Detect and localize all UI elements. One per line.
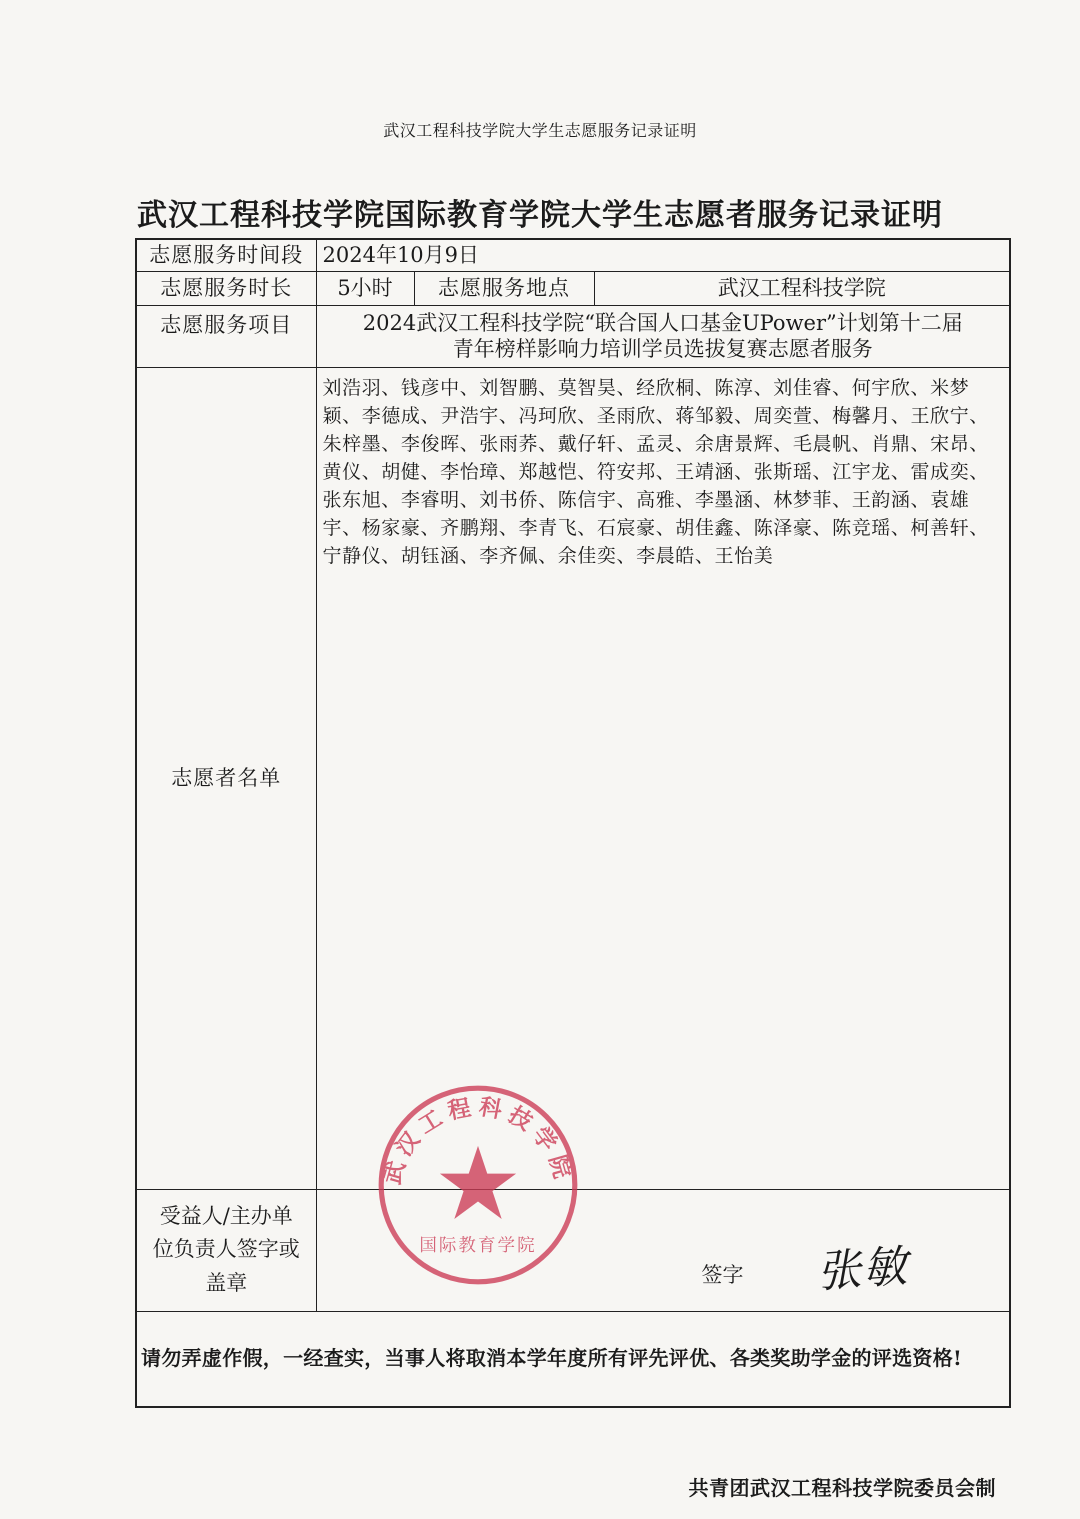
project-label: 志愿服务项目 — [136, 305, 316, 367]
names-row — [136, 367, 1010, 1189]
period-label: 志愿服务时间段 — [136, 239, 316, 271]
signature-label-line-2: 位负责人签字或 — [152, 1237, 300, 1262]
warning-text: 请勿弄虚作假，一经查实，当事人将取消本学年度所有评先评优、各类奖助学金的评选资格! — [136, 1311, 1010, 1407]
names-label: 志愿者名单 — [136, 367, 316, 1189]
handwritten-signature: 张敏 — [814, 1240, 911, 1298]
location-label: 志愿服务地点 — [414, 271, 594, 305]
project-value-line-2: 青年榜样影响力培训学员选拔复赛志愿者服务 — [452, 337, 873, 361]
duration-row — [136, 271, 1010, 305]
signature-area — [316, 1189, 1010, 1311]
svg-text:国际教育学院: 国际教育学院 — [419, 1235, 537, 1256]
document-title: 武汉工程科技学院国际教育学院大学生志愿者服务记录证明 — [137, 198, 943, 233]
period-value: 2024年10月9日 — [316, 239, 1010, 271]
signature-label-line-1: 受益人/主办单 — [159, 1203, 293, 1228]
signature-row — [136, 1189, 1010, 1311]
project-value — [316, 305, 1010, 367]
record-table — [135, 238, 1011, 1408]
signature-label — [136, 1189, 316, 1311]
issuer-footer: 共青团武汉工程科技学院委员会制 — [688, 1476, 996, 1500]
svg-text:武汉工程科技学院: 武汉工程科技学院 — [379, 1093, 577, 1188]
sign-label: 签字 — [701, 1262, 744, 1287]
volunteer-names: 刘浩羽、钱彦中、刘智鹏、莫智昊、经欣桐、陈淳、刘佳睿、何宇欣、米梦颖、李德成、尹浩宇、冯珂欣、圣雨欣、蒋邹毅、周奕萱、梅馨月、王欣宁、朱梓墨、李俊晖、张雨荞、戴仔轩、孟灵、余唐景辉、毛晨帆、肖鼎、宋昂、黄仪、胡健、李怡璋、郑越恺、符安邦、王靖涵、张斯瑶、江宇龙、雷成奕、张东旭、李睿明、刘书侨、陈信宇、高雅、李墨涵、林梦菲、王韵涵、袁雄宇、杨家豪、齐鹏翔、李青飞、石宸豪、胡佳鑫、陈泽豪、陈竞瑶、柯善轩、宁静仪、胡钰涵、李齐佩、余佳奕、李晨皓、王怡美 — [316, 367, 1010, 1189]
page-header: 武汉工程科技学院大学生志愿服务记录证明 — [383, 121, 697, 140]
project-value-line-1: 2024武汉工程科技学院“联合国人口基金UPower”计划第十二届 — [362, 310, 963, 335]
duration-label: 志愿服务时长 — [136, 271, 316, 305]
duration-value: 5小时 — [316, 271, 414, 305]
signature-label-line-3: 盖章 — [205, 1270, 248, 1295]
warning-row — [136, 1311, 1010, 1407]
period-row — [136, 239, 1010, 271]
location-value: 武汉工程科技学院 — [594, 271, 1010, 305]
project-row — [136, 305, 1010, 367]
